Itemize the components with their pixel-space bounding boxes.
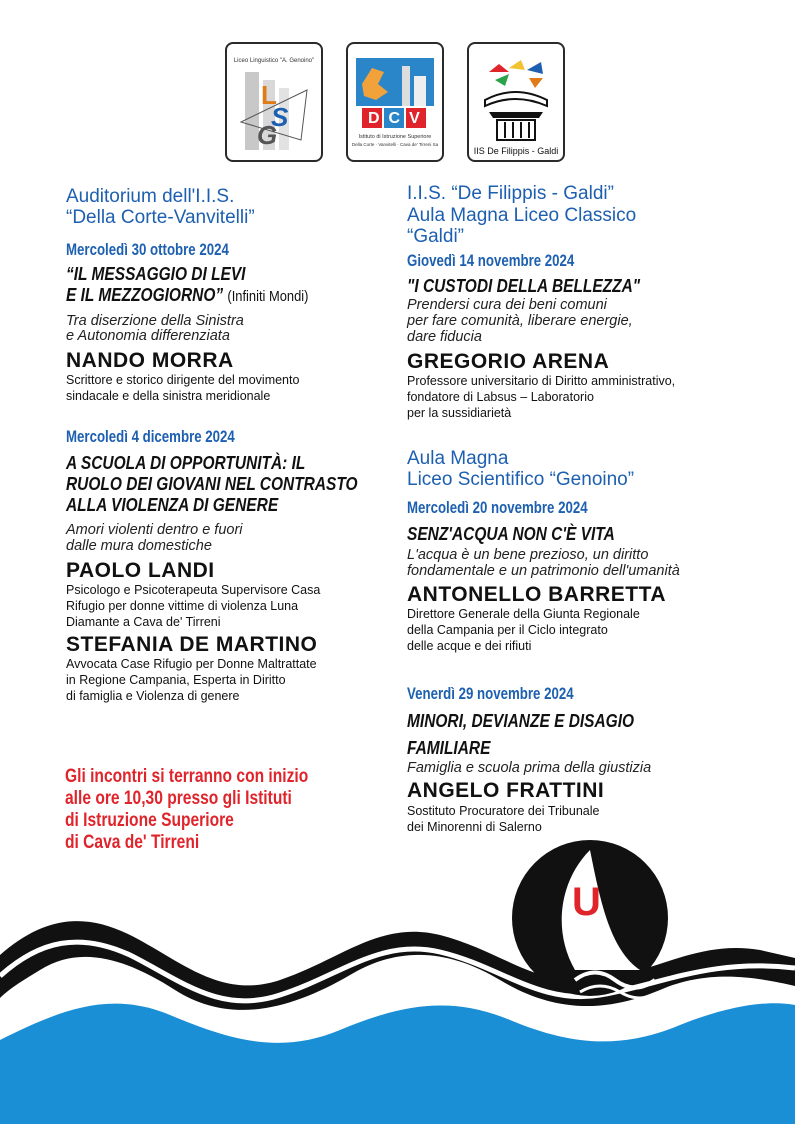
logo-liceo-linguistico (225, 42, 323, 162)
event-subtitle-minori: Famiglia e scuola prima della giustizia (407, 760, 652, 776)
logo-dcv (346, 42, 444, 162)
event-title-acqua: SENZ'ACQUA NON C'È VITA (407, 524, 615, 544)
sea-wave (0, 1003, 795, 1124)
logo2-letters: DCV (368, 110, 429, 127)
logo3-caption: IIS De Filippis - Galdi (473, 146, 559, 156)
event-subtitle-acqua-line1: L'acqua è un bene prezioso, un diritto (407, 547, 649, 563)
left-venue-line2: “Della Corte-Vanvitelli” (66, 207, 255, 228)
speaker-nando-morra: NANDO MORRA (66, 349, 234, 372)
speaker-paolo-landi: PAOLO LANDI (66, 559, 215, 582)
left-venue-line1: Auditorium dell'I.I.S. (66, 186, 235, 207)
speaker-antonello-barretta: ANTONELLO BARRETTA (407, 583, 667, 606)
wave-decoration (0, 840, 795, 1124)
event-subtitle-levi-line2: e Autonomia differenziata (66, 328, 230, 344)
event-title-scuola-line3: ALLA VIOLENZA DI GENERE (66, 495, 279, 515)
role-angelo-line2: dei Minorenni di Salerno (407, 820, 542, 834)
event-title-minori-line1: MINORI, DEVIANZE E DISAGIO (407, 711, 635, 731)
event-subtitle-scuola-line2: dalle mura domestiche (66, 538, 212, 554)
notice-line4: di Cava de' Tirreni (65, 832, 200, 853)
speaker-angelo-frattini: ANGELO FRATTINI (407, 779, 605, 802)
event-title-scuola-line1: A SCUOLA DI OPPORTUNITÀ: IL (66, 453, 306, 473)
role-stefania-line3: di famiglia e Violenza di genere (66, 689, 240, 703)
right-venue2-line1: Aula Magna (407, 448, 509, 469)
event-date-14-novembre: Giovedì 14 novembre 2024 (407, 251, 575, 270)
right-venue1-line3: “Galdi” (407, 226, 465, 247)
event-subtitle-custodi-line2: per fare comunità, liberare energie, (407, 313, 633, 329)
right-venue1-line1: I.I.S. “De Filippis - Galdi” (407, 183, 614, 204)
role-stefania-line2: in Regione Campania, Esperta in Diritto (66, 673, 286, 687)
event-date-30-ottobre: Mercoledì 30 ottobre 2024 (66, 240, 229, 259)
logo1-caption: Liceo Linguistico "A. Genoino" (233, 58, 315, 64)
role-paolo-landi-line2: Rifugio per donne vittime di violenza Luna (66, 599, 299, 613)
event-date-20-novembre: Mercoledì 20 novembre 2024 (407, 498, 588, 517)
role-stefania-line1: Avvocata Case Rifugio per Donne Maltrattate (66, 657, 317, 671)
event-subtitle-acqua-line2: fondamentale e un patrimonio dell'umanità (407, 563, 680, 579)
event-date-29-novembre: Venerdì 29 novembre 2024 (407, 684, 574, 703)
event-title-custodi: "I CUSTODI DELLA BELLEZZA" (407, 276, 641, 296)
right-venue1-line2: Aula Magna Liceo Classico (407, 205, 637, 226)
role-paolo-landi-line3: Diamante a Cava de' Tirreni (66, 615, 221, 629)
event-date-4-dicembre: Mercoledì 4 dicembre 2024 (66, 427, 235, 446)
event-title-levi-line2-text: E IL MEZZOGIORNO” (66, 285, 224, 305)
role-antonello-line2: della Campania per il Ciclo integrato (407, 623, 608, 637)
role-gregorio-line3: per la sussidiarietà (407, 406, 512, 420)
role-nando-morra-line2: sindacale e della sinistra meridionale (66, 389, 271, 403)
notice-line2: alle ore 10,30 presso gli Istituti (65, 788, 292, 809)
event-title-minori-line2: FAMILIARE (407, 738, 491, 758)
event-subtitle-scuola-line1: Amori violenti dentro e fuori (66, 522, 243, 538)
notice-line1: Gli incontri si terranno con inizio (65, 766, 309, 787)
logo2-caption2: Della Corte · Vanvitelli · Cava de' Tirreni Sa (351, 142, 439, 147)
role-antonello-line3: delle acque e dei rifiuti (407, 639, 532, 653)
event-title-levi-note: (Infiniti Mondi) (227, 288, 309, 305)
event-subtitle-custodi-line1: Prendersi cura dei beni comuni (407, 297, 607, 313)
logo3-graphic (469, 44, 563, 160)
role-gregorio-line2: fondatore di Labsus – Laboratorio (407, 390, 594, 404)
role-nando-morra-line1: Scrittore e storico dirigente del movimento (66, 373, 300, 387)
role-angelo-line1: Sostituto Procuratore dei Tribunale (407, 804, 600, 818)
logo1-letter-l: L (261, 80, 277, 110)
role-antonello-line1: Direttore Generale della Giunta Regionale (407, 607, 640, 621)
logo1-letter-g: G (257, 120, 278, 150)
emblem-letter: U (572, 880, 601, 924)
logo-de-filippis-galdi (467, 42, 565, 162)
role-gregorio-line1: Professore universitario di Diritto amministrativo, (407, 374, 676, 388)
right-venue2-line2: Liceo Scientifico “Genoino” (407, 469, 635, 490)
event-subtitle-levi-line1: Tra diserzione della Sinistra (66, 313, 244, 329)
event-subtitle-custodi-line3: dare fiducia (407, 329, 482, 345)
role-paolo-landi-line1: Psicologo e Psicoterapeuta Supervisore Casa (66, 583, 321, 597)
speaker-gregorio-arena: GREGORIO ARENA (407, 350, 610, 373)
ribbon-wave (0, 921, 795, 1010)
speaker-stefania-de-martino: STEFANIA DE MARTINO (66, 633, 318, 656)
event-title-levi-line2 (66, 285, 308, 307)
event-title-scuola-line2: RUOLO DEI GIOVANI NEL CONTRASTO (66, 474, 358, 494)
event-title-levi-line1: “IL MESSAGGIO DI LEVI (66, 264, 246, 284)
notice-line3: di Istruzione Superiore (65, 810, 234, 831)
logo1-letter-s: S (271, 102, 289, 132)
logo2-caption: Istituto di Istruzione Superiore (358, 134, 432, 140)
